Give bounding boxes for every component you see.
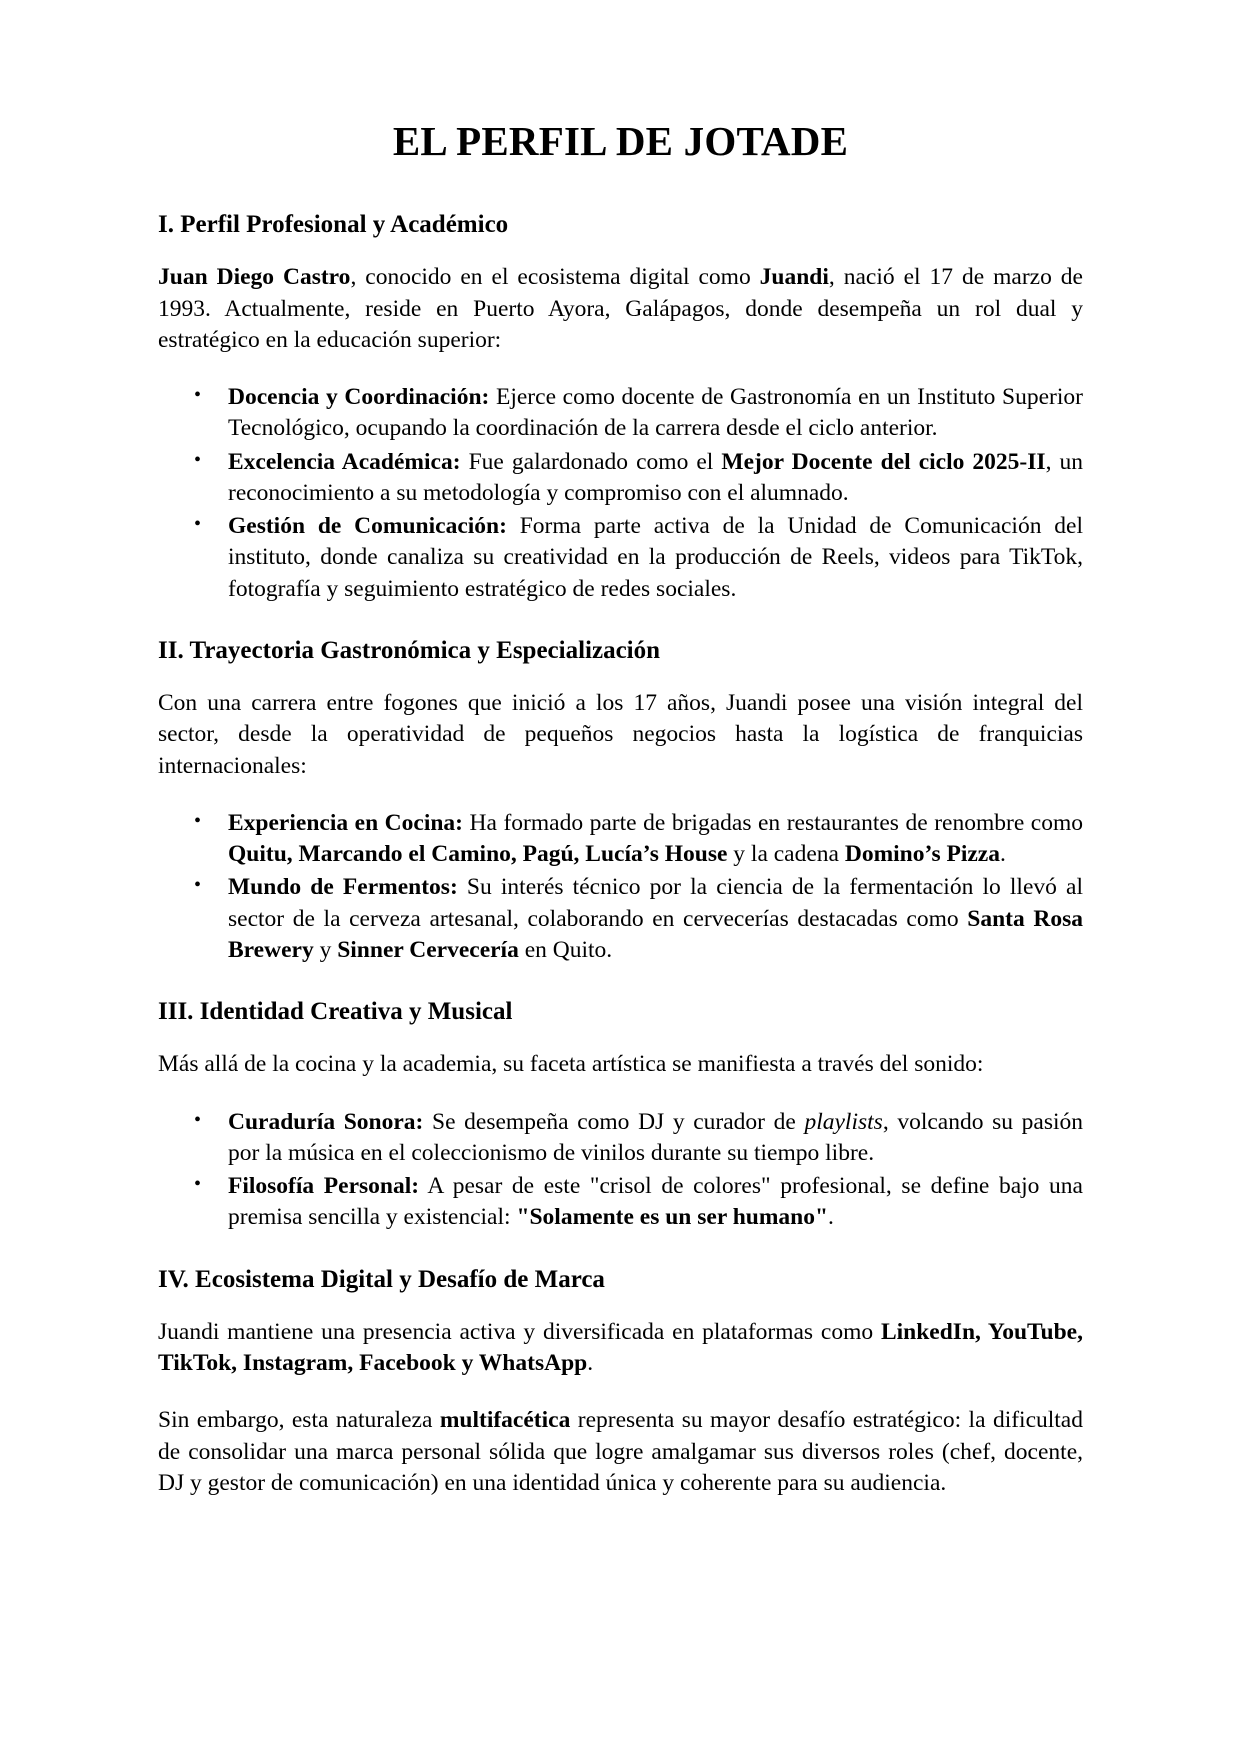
section-4-paragraph-2	[158, 1405, 1083, 1499]
bullet-text: Se desempeña como DJ y curador de	[423, 1108, 805, 1135]
bullet-text-end: .	[828, 1204, 834, 1231]
bullet-text-cont: y	[313, 936, 338, 963]
bullet-text: Fue galardonado como el	[460, 448, 722, 475]
section-2-bullet-list	[158, 808, 1083, 966]
section-heading-3: III. Identidad Creativa y Musical	[158, 998, 513, 1026]
section-ecosistema-digital	[158, 1264, 1083, 1500]
bullet-emphasis-brewery-1: Santa Rosa Brewery	[228, 905, 1083, 963]
bullet-text-end: en Quito.	[518, 936, 613, 963]
bullet-label: Experiencia en Cocina:	[228, 809, 463, 836]
bullet-text: Forma parte activa de la Unidad de Comunicación del instituto, donde canaliza su creatividad en la producción de Reels, videos para TikTok, fotografía y seguimiento estratégico de redes sociales.	[228, 513, 1083, 602]
par-text-end: representa su mayor desafío estratégico: la dificultad de consolidar una marca personal sólida que logre amalgamar sus diversos roles (chef, docente, DJ y gestor de comunicación) en una identidad única y coherente para su audiencia.	[158, 1407, 1083, 1496]
par-text: Juandi mantiene una presencia activa y diversificada en plataformas como	[158, 1318, 881, 1345]
section-perfil-profesional	[158, 209, 1083, 605]
par-text: Sin embargo, esta naturaleza	[158, 1407, 440, 1434]
bullet-emphasis-restaurants: Quitu, Marcando el Camino, Pagú, Lucía’s House	[228, 841, 728, 868]
bullet-text: Su interés técnico por la ciencia de la fermentación lo llevó al sector de la cerveza artesanal, colaborando en cervecerías destacadas como	[228, 874, 1084, 932]
section-trayectoria-gastronomica	[158, 635, 1083, 966]
nickname: Juandi	[759, 264, 829, 291]
platforms-list: LinkedIn, YouTube, TikTok, Instagram, Facebook y WhatsApp	[158, 1318, 1083, 1377]
bullet-emphasis: Mejor Docente del ciclo 2025-II	[721, 448, 1046, 475]
section-3-bullet-list	[158, 1107, 1083, 1234]
par-text-end: .	[587, 1350, 594, 1377]
section-2-intro-paragraph: Con una carrera entre fogones que inició a los 17 años, Juandi posee una visión integral del sector, desde la operatividad de pequeños negocios hasta la logística de franquicias internacionales:	[158, 690, 1083, 779]
bullet-text-cont: y la cadena	[727, 841, 845, 868]
section-identidad-creativa	[158, 996, 1083, 1234]
bullet-text: Ejerce como docente de Gastronomía en un Instituto Superior Tecnológico, ocupando la coordinación de la carrera desde el ciclo anterior.	[228, 384, 1083, 442]
bullet-label: Curaduría Sonora:	[228, 1108, 424, 1135]
bullet-italic-playlists: playlists	[804, 1108, 883, 1135]
intro-text-1: , conocido en el ecosistema digital como	[350, 264, 760, 291]
bullet-label: Gestión de Comunicación:	[228, 513, 507, 540]
bullet-label: Mundo de Fermentos:	[228, 874, 458, 901]
keyword-multifacetica: multifacética	[439, 1407, 571, 1434]
bullet-label: Excelencia Académica:	[228, 448, 461, 475]
section-1-intro-paragraph	[158, 262, 1083, 356]
bullet-label: Filosofía Personal:	[228, 1173, 420, 1200]
list-item	[228, 511, 1083, 605]
bullet-quote-emphasis: "Solamente es un ser humano"	[516, 1204, 829, 1231]
intro-text-2: , nació el 17 de marzo de 1993. Actualmente, reside en Puerto Ayora, Galápagos, donde desempeña un rol dual y estratégico en la educación superior:	[158, 264, 1083, 353]
bullet-text-cont: , un reconocimiento a su metodología y compromiso con el alumnado.	[228, 448, 1083, 506]
list-item	[228, 1107, 1083, 1170]
bullet-emphasis-brewery-2: Sinner Cervecería	[337, 936, 519, 963]
bullet-text-cont: , volcando su pasión por la música en el coleccionismo de vinilos durante su tiempo libre.	[228, 1108, 1084, 1166]
list-item	[228, 808, 1083, 871]
list-item	[228, 447, 1083, 510]
section-heading-2: II. Trayectoria Gastronómica y Especialización	[158, 636, 661, 664]
list-item	[228, 1171, 1083, 1234]
list-item	[228, 382, 1083, 445]
bullet-text: Ha formado parte de brigadas en restaurantes de renombre como	[463, 809, 1083, 836]
list-item	[228, 872, 1083, 966]
bullet-text: A pesar de este "crisol de colores" profesional, se define bajo una premisa sencilla y existencial:	[228, 1173, 1083, 1231]
page-title: EL PERFIL DE JOTADE	[392, 118, 849, 164]
section-1-bullet-list	[158, 382, 1083, 605]
section-3-intro-paragraph: Más allá de la cocina y la academia, su faceta artística se manifiesta a través del sonido:	[158, 1051, 984, 1078]
section-heading-1: I. Perfil Profesional y Académico	[158, 211, 509, 239]
section-4-paragraph-1	[158, 1317, 1083, 1380]
bullet-label: Docencia y Coordinación:	[228, 384, 490, 411]
bullet-emphasis-chain: Domino’s Pizza	[844, 841, 1000, 868]
person-name: Juan Diego Castro	[158, 264, 351, 291]
bullet-text-end: .	[999, 841, 1006, 868]
section-heading-4: IV. Ecosistema Digital y Desafío de Marca	[158, 1265, 605, 1293]
